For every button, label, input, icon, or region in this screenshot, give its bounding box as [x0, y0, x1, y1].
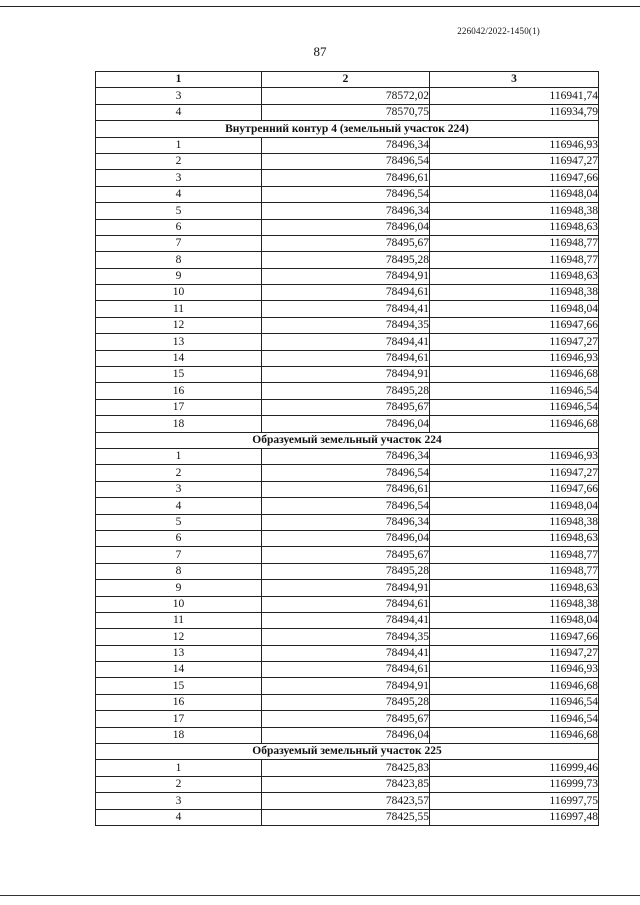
point-number: 15	[96, 367, 262, 383]
bottom-rule	[0, 895, 640, 896]
table-row	[96, 219, 599, 235]
section-title: Внутренний контур 4 (земельный участок 224)	[96, 121, 599, 137]
table-row	[96, 727, 599, 743]
point-number: 1	[96, 137, 262, 153]
y-coordinate: 116948,38	[430, 203, 599, 219]
y-coordinate: 116934,79	[430, 104, 599, 120]
x-coordinate: 78494,61	[262, 350, 430, 366]
table-row	[96, 662, 599, 678]
x-coordinate: 78496,61	[262, 481, 430, 497]
point-number: 13	[96, 645, 262, 661]
point-number: 18	[96, 727, 262, 743]
section-title-row	[96, 432, 599, 448]
table-row	[96, 153, 599, 169]
point-number: 4	[96, 498, 262, 514]
document-number: 226042/2022-1450(1)	[457, 26, 540, 36]
y-coordinate: 116948,77	[430, 235, 599, 251]
y-coordinate: 116948,63	[430, 530, 599, 546]
table-row	[96, 186, 599, 202]
x-coordinate: 78496,34	[262, 137, 430, 153]
section-title-row	[96, 121, 599, 137]
x-coordinate: 78496,04	[262, 727, 430, 743]
point-number: 1	[96, 448, 262, 464]
x-coordinate: 78425,83	[262, 760, 430, 776]
point-number: 17	[96, 399, 262, 415]
table-row	[96, 350, 599, 366]
point-number: 3	[96, 481, 262, 497]
x-coordinate: 78494,35	[262, 317, 430, 333]
x-coordinate: 78423,57	[262, 793, 430, 809]
table-row	[96, 530, 599, 546]
table-row	[96, 334, 599, 350]
x-coordinate: 78496,54	[262, 186, 430, 202]
table-row	[96, 235, 599, 251]
x-coordinate: 78494,61	[262, 285, 430, 301]
y-coordinate: 116946,54	[430, 399, 599, 415]
point-number: 9	[96, 580, 262, 596]
x-coordinate: 78570,75	[262, 104, 430, 120]
point-number: 7	[96, 235, 262, 251]
point-number: 7	[96, 547, 262, 563]
point-number: 6	[96, 530, 262, 546]
x-coordinate: 78496,61	[262, 170, 430, 186]
y-coordinate: 116948,04	[430, 612, 599, 628]
header-col-2: 2	[262, 72, 430, 88]
table-row	[96, 563, 599, 579]
point-number: 6	[96, 219, 262, 235]
y-coordinate: 116946,68	[430, 727, 599, 743]
point-number: 1	[96, 760, 262, 776]
y-coordinate: 116947,27	[430, 334, 599, 350]
y-coordinate: 116948,04	[430, 186, 599, 202]
y-coordinate: 116948,04	[430, 498, 599, 514]
y-coordinate: 116947,27	[430, 645, 599, 661]
x-coordinate: 78496,04	[262, 530, 430, 546]
x-coordinate: 78494,91	[262, 678, 430, 694]
x-coordinate: 78494,91	[262, 268, 430, 284]
point-number: 2	[96, 153, 262, 169]
y-coordinate: 116948,77	[430, 563, 599, 579]
x-coordinate: 78425,55	[262, 809, 430, 825]
point-number: 3	[96, 793, 262, 809]
point-number: 5	[96, 514, 262, 530]
y-coordinate: 116946,68	[430, 416, 599, 432]
y-coordinate: 116946,93	[430, 350, 599, 366]
point-number: 3	[96, 88, 262, 104]
table-row	[96, 809, 599, 825]
y-coordinate: 116948,63	[430, 268, 599, 284]
header-col-3: 3	[430, 72, 599, 88]
x-coordinate: 78494,41	[262, 612, 430, 628]
y-coordinate: 116947,66	[430, 629, 599, 645]
y-coordinate: 116948,04	[430, 301, 599, 317]
y-coordinate: 116946,93	[430, 448, 599, 464]
y-coordinate: 116946,68	[430, 367, 599, 383]
table-header	[96, 72, 599, 88]
coordinates-table	[95, 71, 599, 826]
x-coordinate: 78496,34	[262, 203, 430, 219]
point-number: 14	[96, 662, 262, 678]
point-number: 10	[96, 596, 262, 612]
x-coordinate: 78496,04	[262, 219, 430, 235]
table-row	[96, 104, 599, 120]
x-coordinate: 78495,67	[262, 547, 430, 563]
point-number: 16	[96, 383, 262, 399]
y-coordinate: 116947,27	[430, 153, 599, 169]
header-col-1: 1	[96, 72, 262, 88]
point-number: 15	[96, 678, 262, 694]
table-row	[96, 694, 599, 710]
point-number: 4	[96, 809, 262, 825]
point-number: 12	[96, 629, 262, 645]
x-coordinate: 78495,67	[262, 711, 430, 727]
point-number: 8	[96, 563, 262, 579]
y-coordinate: 116948,63	[430, 580, 599, 596]
point-number: 2	[96, 776, 262, 792]
y-coordinate: 116948,77	[430, 547, 599, 563]
y-coordinate: 116946,54	[430, 694, 599, 710]
x-coordinate: 78494,61	[262, 662, 430, 678]
table-row	[96, 170, 599, 186]
x-coordinate: 78495,28	[262, 383, 430, 399]
point-number: 18	[96, 416, 262, 432]
x-coordinate: 78423,85	[262, 776, 430, 792]
x-coordinate: 78495,28	[262, 563, 430, 579]
y-coordinate: 116997,48	[430, 809, 599, 825]
table-row	[96, 252, 599, 268]
x-coordinate: 78494,91	[262, 367, 430, 383]
table-body	[96, 88, 599, 826]
y-coordinate: 116946,54	[430, 711, 599, 727]
table-row	[96, 776, 599, 792]
x-coordinate: 78494,41	[262, 645, 430, 661]
table-row	[96, 678, 599, 694]
point-number: 14	[96, 350, 262, 366]
table-row	[96, 203, 599, 219]
y-coordinate: 116999,73	[430, 776, 599, 792]
y-coordinate: 116946,68	[430, 678, 599, 694]
table-row	[96, 514, 599, 530]
table-row	[96, 383, 599, 399]
x-coordinate: 78496,34	[262, 448, 430, 464]
top-rule	[0, 6, 640, 7]
x-coordinate: 78495,67	[262, 399, 430, 415]
table-row	[96, 498, 599, 514]
y-coordinate: 116948,38	[430, 285, 599, 301]
table-row	[96, 285, 599, 301]
table-row	[96, 793, 599, 809]
section-title: Образуемый земельный участок 225	[96, 744, 599, 760]
x-coordinate: 78494,91	[262, 580, 430, 596]
point-number: 16	[96, 694, 262, 710]
page-number: 87	[313, 44, 327, 59]
y-coordinate: 116948,38	[430, 514, 599, 530]
y-coordinate: 116946,93	[430, 137, 599, 153]
y-coordinate: 116948,63	[430, 219, 599, 235]
x-coordinate: 78494,35	[262, 629, 430, 645]
x-coordinate: 78572,02	[262, 88, 430, 104]
table-row	[96, 645, 599, 661]
table-row	[96, 465, 599, 481]
x-coordinate: 78496,54	[262, 498, 430, 514]
x-coordinate: 78494,41	[262, 334, 430, 350]
y-coordinate: 116948,77	[430, 252, 599, 268]
point-number: 4	[96, 186, 262, 202]
table-row	[96, 547, 599, 563]
point-number: 8	[96, 252, 262, 268]
x-coordinate: 78496,34	[262, 514, 430, 530]
table-row	[96, 760, 599, 776]
y-coordinate: 116947,27	[430, 465, 599, 481]
table-row	[96, 711, 599, 727]
table-row	[96, 416, 599, 432]
x-coordinate: 78494,61	[262, 596, 430, 612]
point-number: 11	[96, 612, 262, 628]
x-coordinate: 78496,54	[262, 153, 430, 169]
point-number: 5	[96, 203, 262, 219]
point-number: 13	[96, 334, 262, 350]
x-coordinate: 78496,04	[262, 416, 430, 432]
table-row	[96, 629, 599, 645]
point-number: 3	[96, 170, 262, 186]
x-coordinate: 78496,54	[262, 465, 430, 481]
y-coordinate: 116947,66	[430, 317, 599, 333]
y-coordinate: 116999,46	[430, 760, 599, 776]
y-coordinate: 116997,75	[430, 793, 599, 809]
table-row	[96, 448, 599, 464]
point-number: 10	[96, 285, 262, 301]
point-number: 11	[96, 301, 262, 317]
table-row	[96, 301, 599, 317]
section-title-row	[96, 744, 599, 760]
x-coordinate: 78494,41	[262, 301, 430, 317]
table-row	[96, 399, 599, 415]
y-coordinate: 116948,38	[430, 596, 599, 612]
table-row	[96, 481, 599, 497]
table-row	[96, 596, 599, 612]
x-coordinate: 78495,28	[262, 694, 430, 710]
header-row	[96, 72, 599, 88]
point-number: 2	[96, 465, 262, 481]
table-row	[96, 367, 599, 383]
x-coordinate: 78495,28	[262, 252, 430, 268]
table-row	[96, 88, 599, 104]
table-row	[96, 580, 599, 596]
y-coordinate: 116947,66	[430, 170, 599, 186]
point-number: 4	[96, 104, 262, 120]
table-row	[96, 268, 599, 284]
y-coordinate: 116947,66	[430, 481, 599, 497]
point-number: 17	[96, 711, 262, 727]
y-coordinate: 116946,93	[430, 662, 599, 678]
point-number: 12	[96, 317, 262, 333]
x-coordinate: 78495,67	[262, 235, 430, 251]
y-coordinate: 116941,74	[430, 88, 599, 104]
point-number: 9	[96, 268, 262, 284]
section-title: Образуемый земельный участок 224	[96, 432, 599, 448]
table-row	[96, 317, 599, 333]
table-row	[96, 137, 599, 153]
table-row	[96, 612, 599, 628]
y-coordinate: 116946,54	[430, 383, 599, 399]
